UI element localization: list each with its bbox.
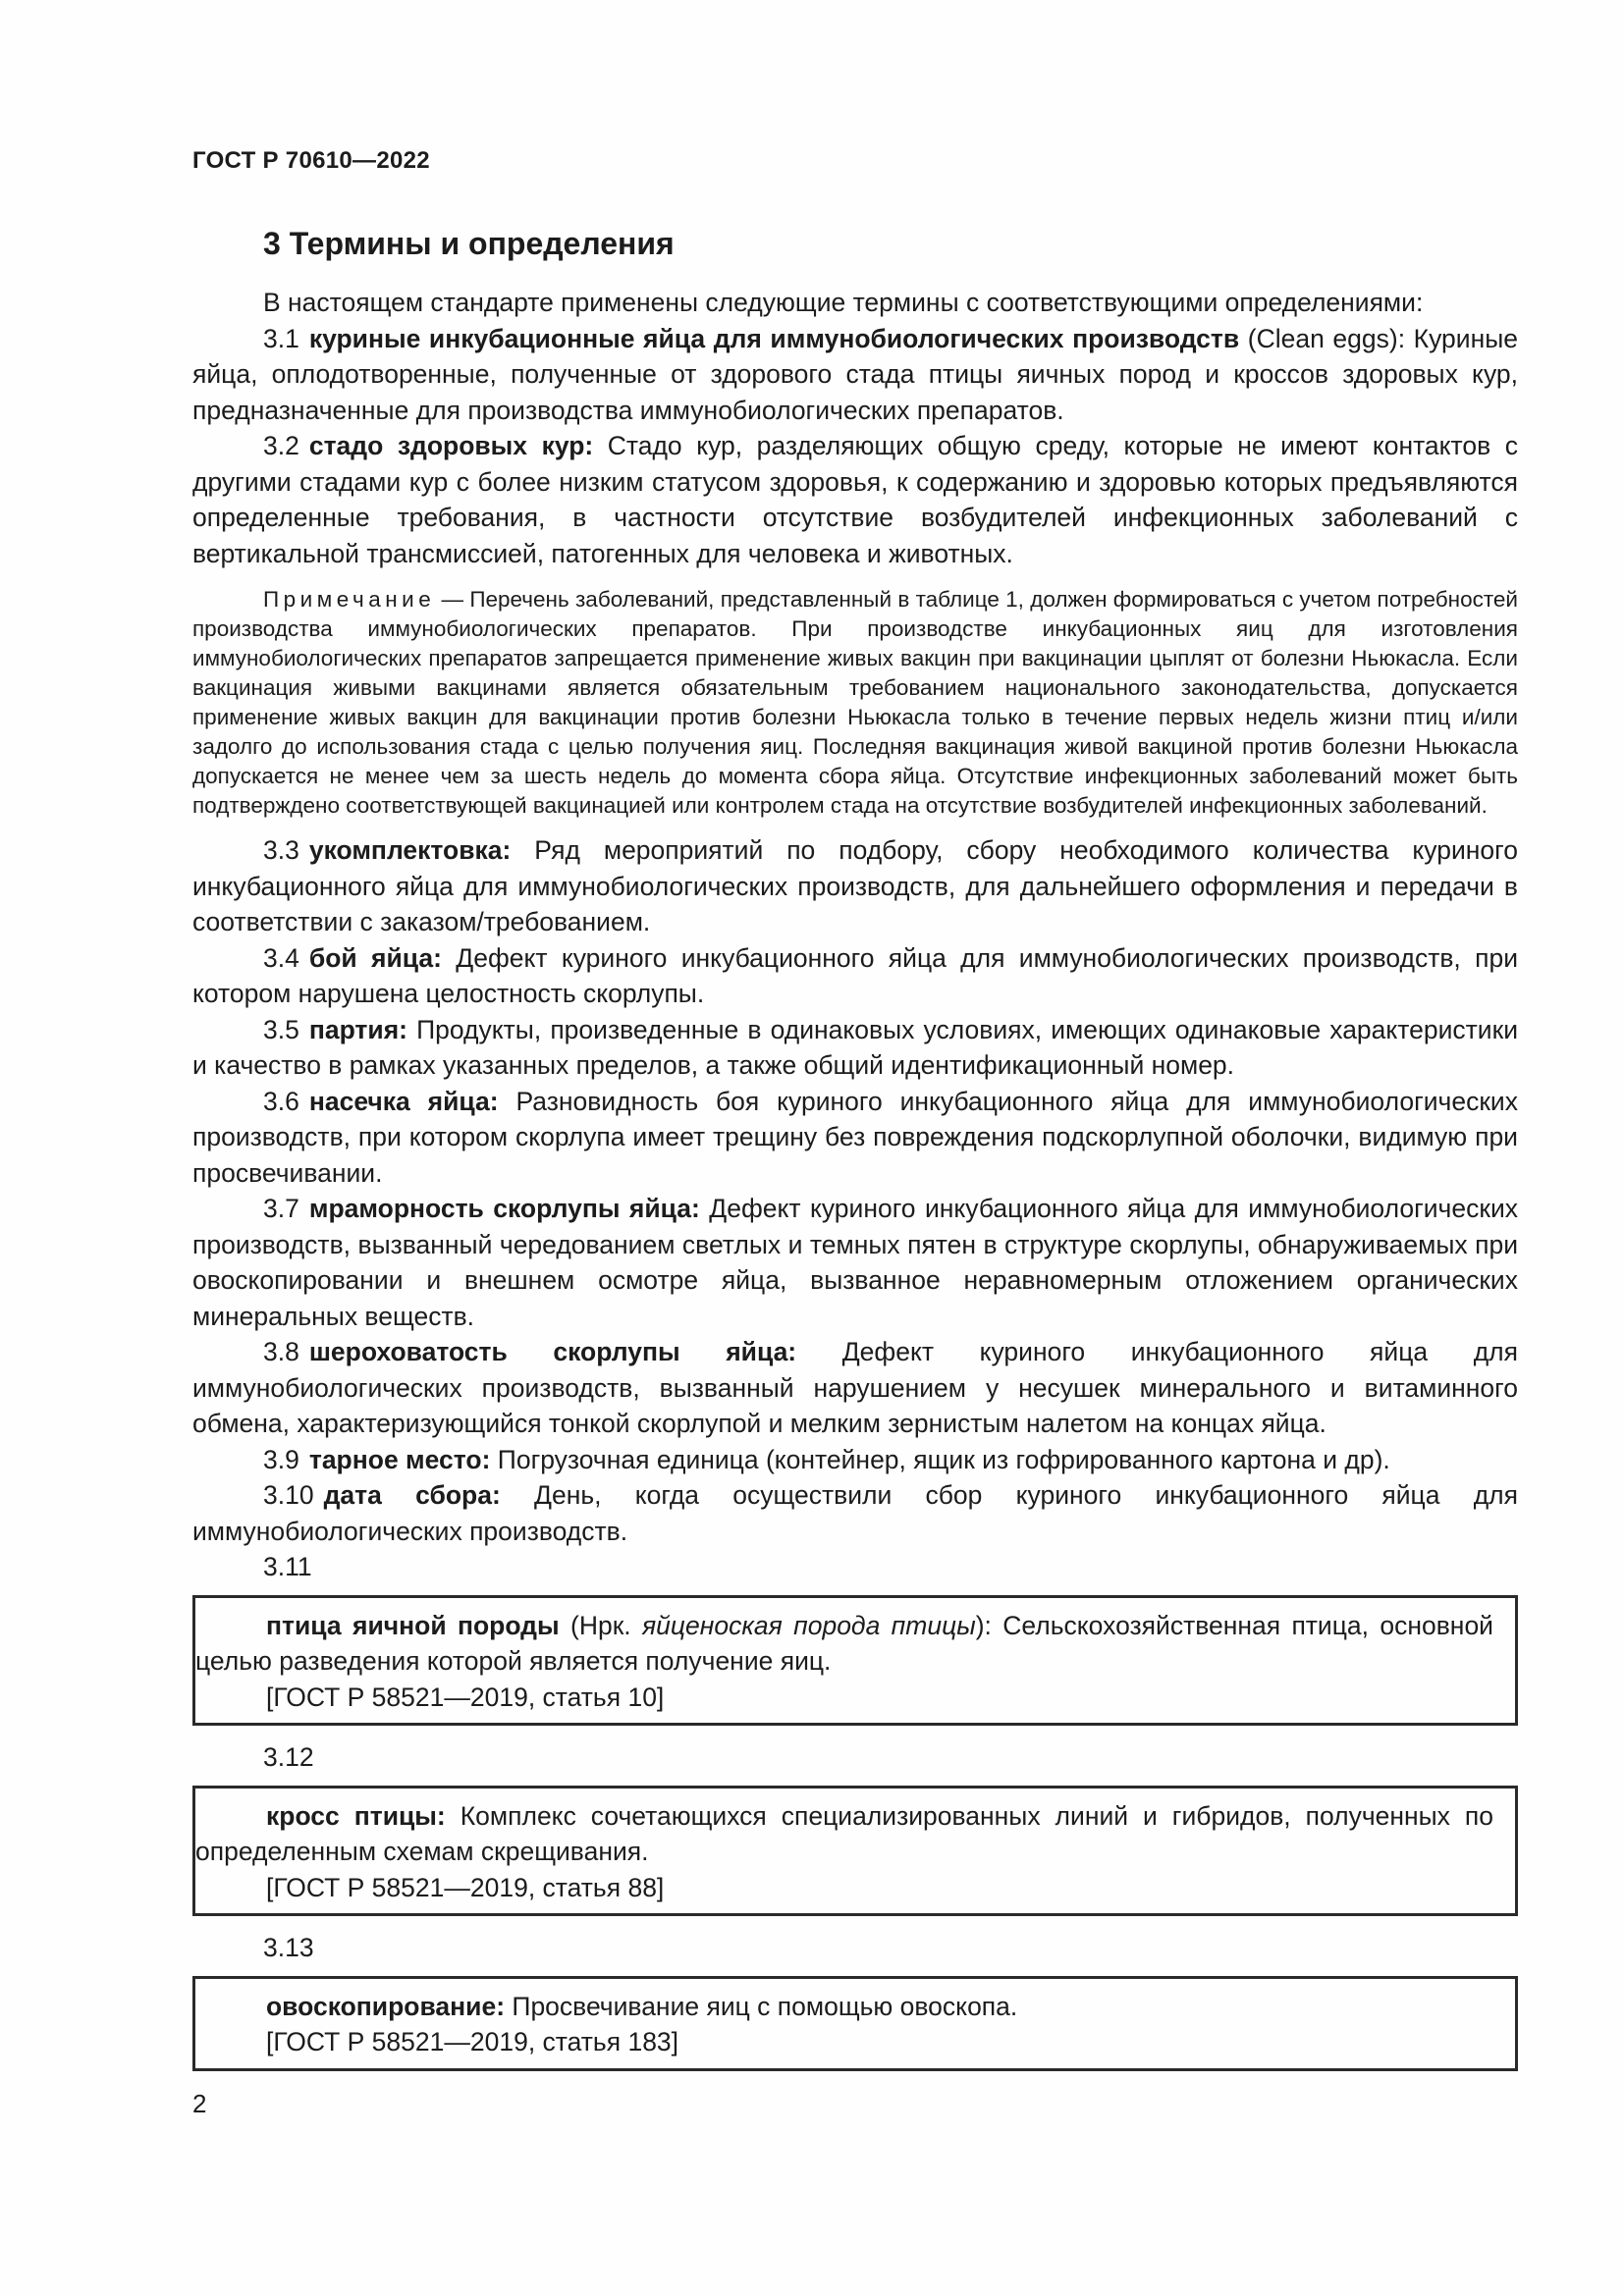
- page-number: 2: [192, 2089, 207, 2118]
- term-source: [ГОСТ Р 58521—2019, статья 183]: [266, 2027, 679, 2056]
- term-name: кросс птицы:: [266, 1800, 446, 1831]
- term-3-4: [192, 940, 1518, 1012]
- term-3-12: [195, 1798, 1493, 1870]
- deprecated-term: яйценоская порода птицы: [642, 1610, 976, 1640]
- term-name: насечка яйца:: [308, 1086, 499, 1116]
- term-3-10: [192, 1477, 1518, 1549]
- term-3-8: [192, 1334, 1518, 1442]
- term-name: шероховатость скорлупы яйца:: [308, 1337, 797, 1366]
- note-block: [192, 585, 1518, 821]
- term-name: овоскопирование:: [266, 1991, 506, 2021]
- term-number: 3.1: [263, 323, 299, 353]
- term-name: партия:: [308, 1014, 407, 1044]
- term-name: птица яичной породы: [266, 1610, 560, 1640]
- term-3-9: [192, 1442, 1518, 1478]
- term-definition: Продукты, произведенные в одинаковых условиях, имеющих одинаковые характеристики и качество в рамках указанных пределов, а также общий идентификационный номер.: [192, 1014, 1518, 1080]
- term-3-1: [192, 321, 1518, 429]
- term-number: 3.4: [263, 942, 299, 973]
- term-definition: (Clean eggs): Куриные яйца, оплодотворенные, полученные от здорового стада птицы яичных пород и кроссов здоровых кур, предназначенные для производства иммунобиологических препаратов.: [192, 323, 1518, 425]
- term-name: бой яйца:: [308, 942, 442, 973]
- term-3-6: [192, 1084, 1518, 1192]
- term-3-11: [195, 1608, 1493, 1680]
- term-definition: Разновидность боя куриного инкубационного яйца для иммунобиологических производств, при котором скорлупа имеет трещину без повреждения подскорлупной оболочки, видимую при просвечивании.: [192, 1086, 1518, 1188]
- term-name: мраморность скорлупы яйца:: [308, 1194, 700, 1223]
- term-3-13: [195, 1989, 1493, 2025]
- term-definition: Ряд мероприятий по подбору, сбору необходимого количества куриного инкубационного яйца для иммунобиологических производств, для дальнейшего оформления и передачи в соответствии с заказом/требованием.: [192, 835, 1518, 936]
- term-3-3: [192, 832, 1518, 940]
- standard-code: ГОСТ Р 70610—2022: [192, 147, 430, 174]
- term-definition: (Нрк.: [559, 1610, 643, 1640]
- term-number: 3.2: [263, 431, 299, 460]
- term-source: [ГОСТ Р 58521—2019, статья 10]: [266, 1682, 665, 1712]
- term-number-3-13: 3.13: [263, 1933, 314, 1962]
- term-number-3-11: 3.11: [263, 1552, 312, 1581]
- term-definition-rest: ): Сельскохозяйственная птица, основной целью разведения которой является получение яиц.: [195, 1610, 1493, 1676]
- borrowed-term-box: [192, 1786, 1518, 1917]
- document-body: [192, 285, 1518, 2085]
- term-name: тарное место:: [308, 1444, 491, 1474]
- borrowed-term-box: [192, 1976, 1518, 2071]
- term-name: стадо здоровых кур:: [308, 431, 594, 460]
- term-name: укомплектовка:: [308, 835, 512, 865]
- term-definition: Дефект куриного инкубационного яйца для иммунобиологических производств, вызванный нарушением у несушек минерального и витаминного обмена, характеризующийся тонкой скорлупой и мелким зернистым налетом на концах яйца.: [192, 1337, 1518, 1438]
- term-name: куриные инкубационные яйца для иммунобиологических производств: [308, 323, 1240, 353]
- term-3-5: [192, 1012, 1518, 1084]
- term-number: 3.8: [263, 1337, 299, 1366]
- note-label: Примечание: [263, 587, 436, 612]
- term-3-7: [192, 1191, 1518, 1334]
- intro-paragraph: В настоящем стандарте применены следующие термины с соответствующими определениями:: [263, 288, 1424, 317]
- term-number: 3.7: [263, 1194, 299, 1223]
- term-definition: Дефект куриного инкубационного яйца для иммунобиологических производств, вызванный чередованием светлых и темных пятен в структуре скорлупы, обнаруживаемых при овоскопировании и внешнем осмотре яйца, вызванное неравномерным отложением органических минеральных веществ.: [192, 1194, 1518, 1331]
- term-number: 3.9: [263, 1444, 299, 1474]
- term-definition: Погрузочная единица (контейнер, ящик из гофрированного картона и др).: [490, 1444, 1390, 1474]
- term-source: [ГОСТ Р 58521—2019, статья 88]: [266, 1872, 665, 1902]
- term-number-3-12: 3.12: [263, 1742, 314, 1772]
- term-definition: Комплекс сочетающихся специализированных линий и гибридов, полученных по определенным схемам скрещивания.: [195, 1800, 1493, 1866]
- term-number: 3.6: [263, 1086, 299, 1116]
- term-number: 3.10: [263, 1480, 314, 1510]
- term-definition: Стадо кур, разделяющих общую среду, которые не имеют контактов с другими стадами кур с более низким статусом здоровья, к содержанию и здоровью которых предъявляются определенные требования, в частности отсутствие возбудителей инфекционных заболеваний с вертикальной трансмиссией, патогенных для человека и животных.: [192, 431, 1518, 568]
- term-3-2: [192, 428, 1518, 571]
- borrowed-term-box: [192, 1595, 1518, 1727]
- note-text: — Перечень заболеваний, представленный в таблице 1, должен формироваться с учетом потребностей производства иммунобиологических препаратов. При производстве инкубационных яиц для изготовления иммунобиологических препаратов запрещается применение живых вакцин при вакцинации цыплят от болезни Ньюкасла. Если вакцинация живыми вакцинами является обязательным требованием национального законодательства, допускается применение живых вакцин для вакцинации против болезни Ньюкасла только в течение первых недель жизни птиц и/или задолго до использования стада с целью получения яиц. Последняя вакцинация живой вакциной против болезни Ньюкасла допускается не менее чем за шесть недель до момента сбора яйца. Отсутствие инфекционных заболеваний может быть подтверждено соответствующей вакцинацией или контролем стада на отсутствие возбудителей инфекционных заболеваний.: [192, 587, 1518, 818]
- term-definition: Просвечивание яиц с помощью овоскопа.: [505, 1991, 1018, 2021]
- term-definition: Дефект куриного инкубационного яйца для иммунобиологических производств, при котором нарушена целостность скорлупы.: [192, 942, 1519, 1008]
- term-definition: День, когда осуществили сбор куриного инкубационного яйца для иммунобиологических производств.: [192, 1480, 1518, 1546]
- term-number: 3.3: [263, 835, 299, 865]
- section-title: 3 Термины и определения: [263, 226, 675, 261]
- term-name: дата сбора:: [323, 1480, 501, 1510]
- term-number: 3.5: [263, 1014, 299, 1044]
